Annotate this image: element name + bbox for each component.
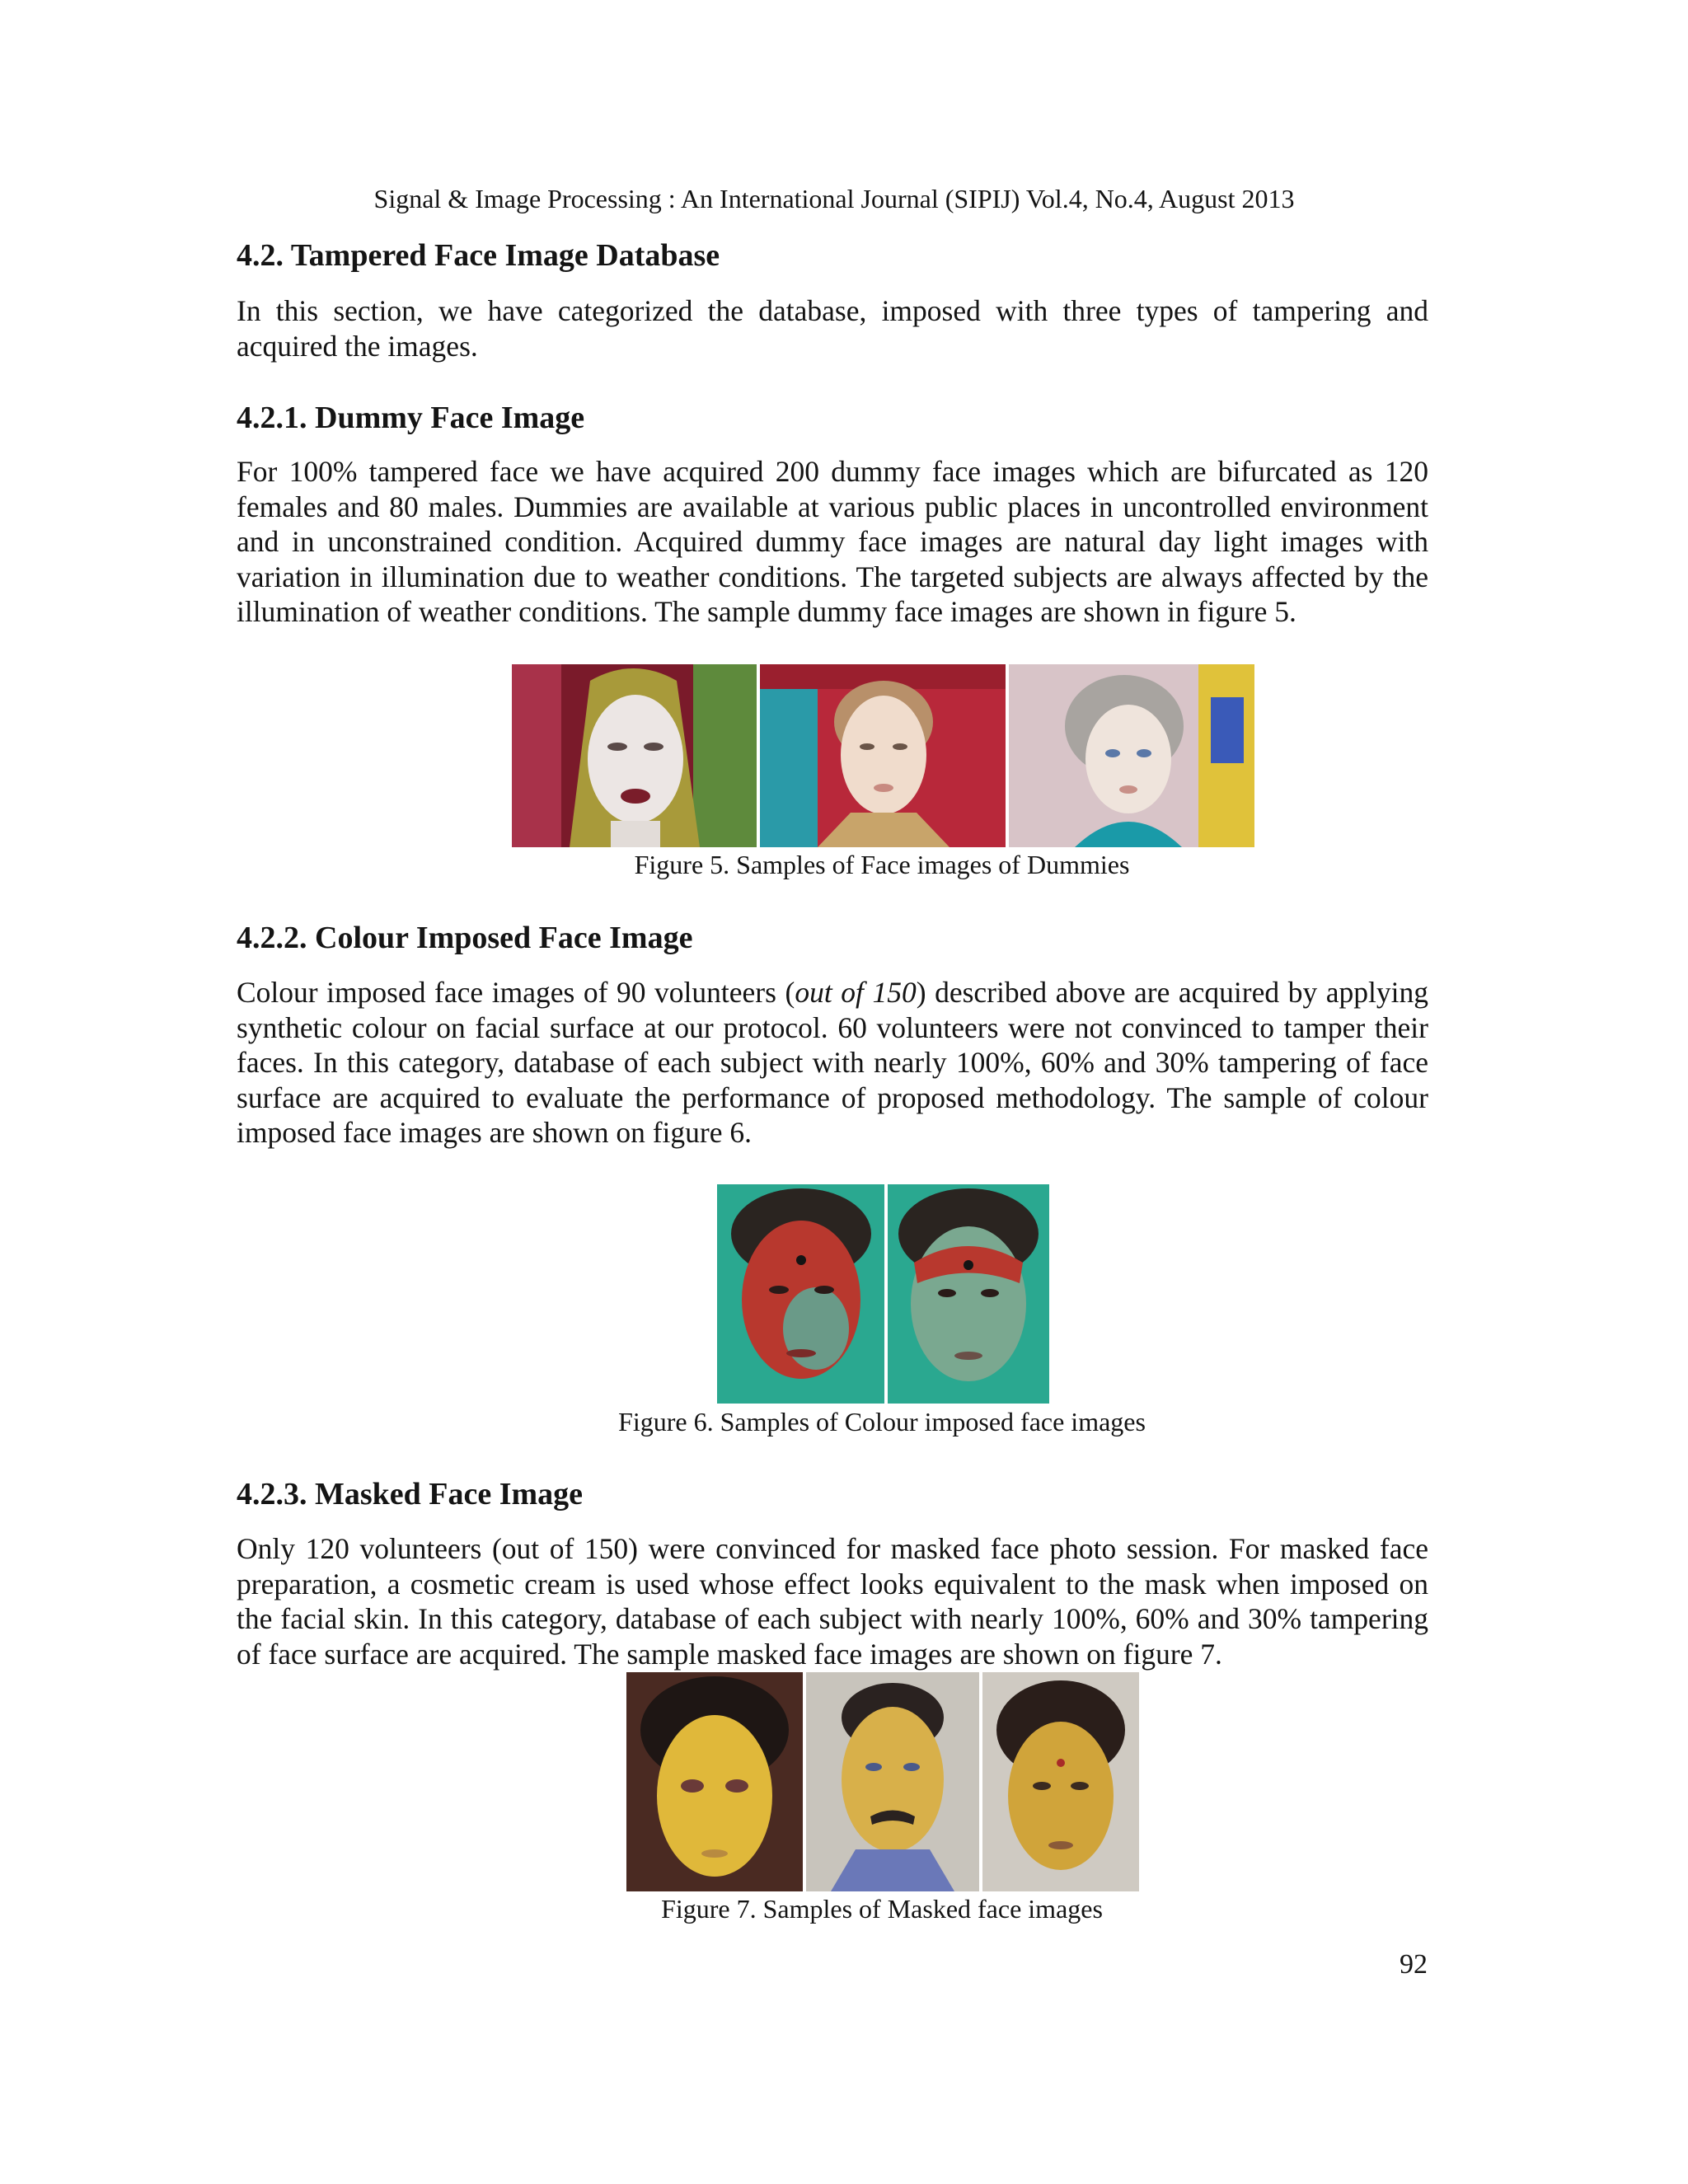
figure-7 (626, 1672, 1139, 1891)
paragraph-4-2-1: For 100% tampered face we have acquired 200 dummy face images which are bifurcated as 120 females and 80 males. Dummies are available at various public places in uncontrolled environment and in unconstrained condition. Acquired dummy face images are natural day light images with variation in illumination due to weather conditions. The targeted subjects are always affected by the illumination of weather conditions. The sample dummy face images are shown in figure 5. (237, 455, 1428, 628)
figure-7-caption: Figure 7. Samples of Masked face images (661, 1894, 1103, 1924)
section-heading-4-2-3: 4.2.3. Masked Face Image (237, 1477, 584, 1511)
figure-5 (512, 664, 1254, 847)
paragraph-4-2-2-italic: out of 150 (795, 976, 917, 1009)
figure-7-image-3 (982, 1672, 1139, 1891)
figure-5-image-3 (1009, 664, 1254, 847)
figure-5-image-1 (512, 664, 757, 847)
section-heading-4-2-1: 4.2.1. Dummy Face Image (237, 401, 585, 435)
paragraph-4-2-3: Only 120 volunteers (out of 150) were convinced for masked face photo session. For masked face preparation, a cosmetic cream is used whose effect looks equivalent to the mask when imposed on the facial skin. In this category, database of each subject with nearly 100%, 60% and 30% tampering of face surface are acquired. The sample masked face images are shown on figure 7. (237, 1532, 1428, 1671)
page-number: 92 (1400, 1949, 1428, 1980)
section-heading-4-2: 4.2. Tampered Face Image Database (237, 238, 720, 273)
paragraph-4-2-2-part-1: Colour imposed face images of 90 volunteers ( (237, 976, 795, 1009)
figure-6-image-2 (888, 1184, 1049, 1404)
running-header: Signal & Image Processing : An International Journal (SIPIJ) Vol.4, No.4, August 2013 (373, 184, 1295, 213)
paragraph-4-2-2-part-2: ) described above are acquired by applying synthetic colour on facial surface at our protocol. 60 volunteers were not convinced to tamper their faces. In this category, database of each subject with nearly 100%, 60% and 30% tampering of face surface are acquired to evaluate the performance of proposed methodology. The sample of colour imposed face images are shown on figure 6. (237, 976, 1428, 1149)
paragraph-4-2-2 (237, 975, 1428, 1151)
figure-7-image-1 (626, 1672, 803, 1891)
figure-5-image-2 (760, 664, 1006, 847)
figure-6-caption: Figure 6. Samples of Colour imposed face images (618, 1407, 1146, 1436)
figure-6 (717, 1184, 1049, 1404)
section-heading-4-2-2: 4.2.2. Colour Imposed Face Image (237, 921, 693, 955)
figure-5-caption: Figure 5. Samples of Face images of Dummies (634, 850, 1130, 879)
paragraph-4-2: In this section, we have categorized the database, imposed with three types of tampering and acquired the images. (237, 294, 1428, 363)
figure-7-image-2 (806, 1672, 979, 1891)
figure-6-image-1 (717, 1184, 884, 1404)
